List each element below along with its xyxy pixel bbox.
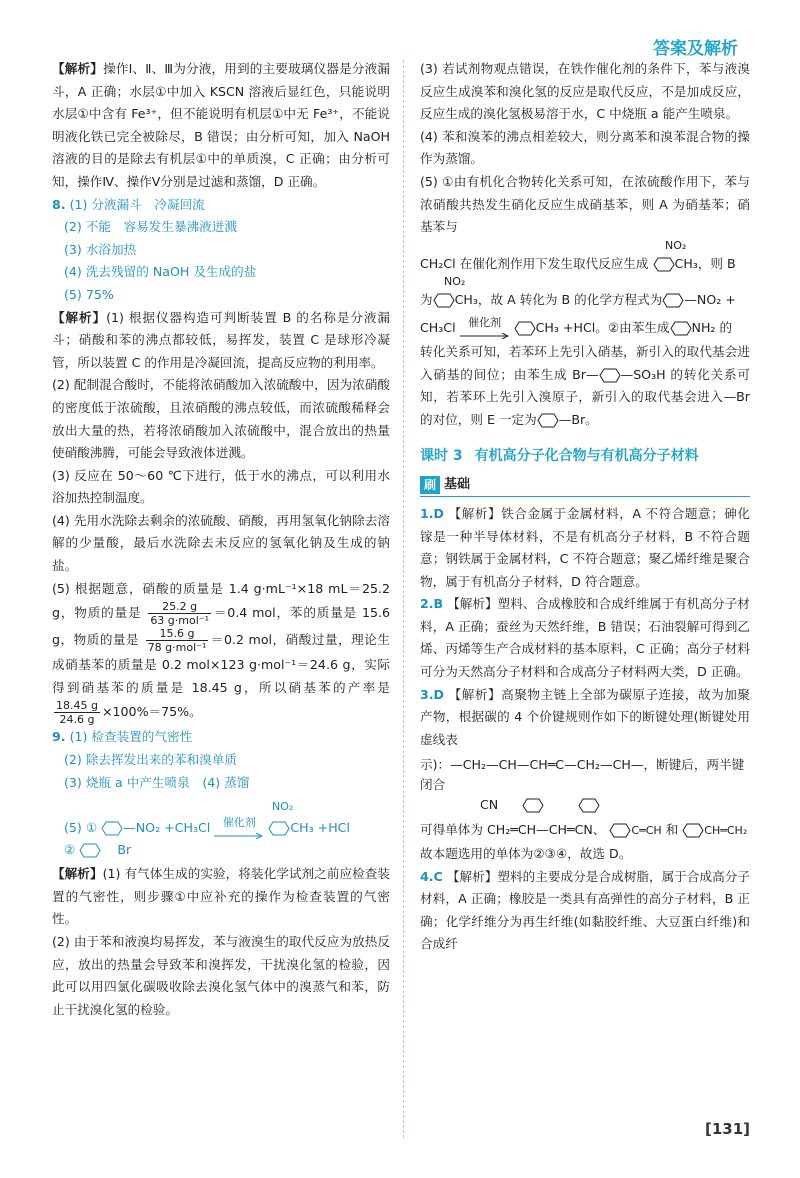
q9-expl-4: (4) 苯和溴苯的沸点相差较大，则分离苯和溴苯混合物的操作为蒸馏。 [420, 128, 750, 167]
q9-answer-1: 9. (1) 检查装置的气密性 [52, 729, 193, 745]
answer-3: 3.D 【解析】高聚物主链上全部为碳原子连接，故为加聚产物，根据碳的 4 个价键规则作如下的断键处理(断键处用虚线表 [420, 686, 750, 747]
benzene-ring-icon [514, 321, 536, 336]
benzene-ring-icon [670, 321, 692, 336]
benzene-ring-icon [433, 293, 455, 308]
q8-calc: (5) 根据题意，硝酸的质量是 1.4 g·mL⁻¹×18 mL＝25.2 g，物质的量是 $\frac{25.2 g}{\text{63 g·mol⁻¹}}$ ＝0.4 mol，苯的质量是 15.6 g，物质的量是 $\frac{15.6 g}{\text{78 g·mol⁻¹}}$ ＝0.2 mol，硝酸过量，理论生成硝基苯的质量是 0.2 mol×123 g·mol⁻¹＝24.6 g，实际得到硝基苯的质量是 18.45 g，所以硝基苯的产率是 $\frac{18.45 g}{24.6 g}$ ×100%＝75%。 [52, 580, 390, 727]
cn-group-label: CN [480, 797, 499, 813]
q9-expl-5c: 为 CH₃，故 A 转化为 B 的化学方程式为 —NO₂ + [420, 292, 736, 308]
q8-answer-5: (5) 75% [64, 286, 114, 302]
fraction-nitric-moles: $\frac{25.2 g}{\text{63 g·mol⁻¹}}$ [150, 600, 210, 628]
q8-answer-4: (4) 洗去残留的 NaOH 及生成的盐 [64, 264, 257, 280]
q8-answer-3: (3) 水浴加热 [64, 241, 137, 257]
q8-answer-1: 8. (1) 分液漏斗 冷凝回流 [52, 196, 205, 212]
q9-answer-2: (2) 除去挥发出来的苯和溴单质 [64, 752, 237, 768]
fraction-yield: $\frac{18.45 g}{24.6 g}$ [56, 699, 98, 727]
benzene-ring-icon [268, 821, 290, 836]
benzene-ring-icon [101, 821, 123, 836]
answer-3-conclusion: 故本题选用的单体为②③④，故选 D。 [420, 846, 632, 862]
benzene-ring-icon [537, 413, 559, 428]
benzene-ring-icon [609, 823, 631, 838]
q9-expl-5b: CH₂Cl 在催化剂作用下发生取代反应生成 CH₃，则 B [420, 255, 736, 271]
q9-expl-5e: 转化关系可知，若苯环上先引入硝基，新引入的取代基会进入硝基的间位；由苯生成 Br— —SO₃H 的转化关系可知，若苯环上先引入溴原子，新引入的取代基会进入—Br 的对位，则 E 一定为 —Br。 [420, 343, 750, 427]
lesson-heading: 课时 3 有机高分子化合物与有机高分子材料 [420, 448, 699, 465]
page-header-title: 答案及解析 [653, 39, 738, 59]
q9-expl-2: (2) 由于苯和液溴均易挥发，苯与液溴生的取代反应为放热反应，放出的热量会导致苯和溴挥发，干扰溴化氢的检验，因此可以用四氯化碳吸收除去溴化氢气体中的溴蒸气和苯，防止干扰溴化氢的检验。 [52, 934, 390, 1017]
benzene-ring-icon [653, 257, 675, 272]
column-divider [403, 60, 404, 1138]
answer-2: 2.B 【解析】塑料、合成橡胶和合成纤维属于有机高分子材料，A 正确；蚕丝为天然纤维，B 错误；石油裂解可得到乙烯、丙烯等生产合成材料的基本原料，C 正确；高分子材料可分为天然高分子材料和合成高分子材料两大类，D 正确。 [420, 596, 750, 680]
q8-expl-2: (2) 配制混合酸时，不能将浓硝酸加入浓硫酸中，因为浓硝酸的密度低于浓硫酸，且浓硝酸的沸点较低，而浓硫酸稀释会放出大量的热，若将浓硝酸加入浓硫酸中，混合放出的热量使硝酸沸腾，可能会导致液体迸溅。 [52, 377, 390, 461]
reaction-arrow-icon [460, 333, 510, 339]
q9-answer-3: (3) 烧瓶 a 中产生喷泉 (4) 蒸馏 [64, 774, 250, 790]
q7-explanation: 【解析】操作Ⅰ、Ⅱ、Ⅲ为分液，用到的主要玻璃仪器是分液漏斗，A 正确；水层①中加入 KSCN 溶液后显红色，只能说明水层①中含有 Fe³⁺，但不能说明有机层①中无 Fe³⁺，不能说明液化铁已完全被除尽，B 错误；由分析可知，加入 NaOH 溶液的目的是除去有机层①中的单质溴，C 正确；由分析可知，操作Ⅳ、操作Ⅴ分别是过滤和蒸馏，D 正确。 [52, 61, 390, 189]
left-column [52, 58, 390, 1021]
benzene-ring-icon [599, 368, 621, 383]
q8-expl-4: (4) 先用水洗除去剩余的浓硫酸、硝酸，再用氢氧化钠除去溶解的少量酸，最后水洗除去未反应的氢氧化钠及生成的钠盐。 [52, 512, 390, 574]
section-tag-label: 基础 [444, 476, 471, 492]
right-column [420, 58, 750, 956]
section-tag-bar [420, 474, 750, 497]
page-number: [131] [704, 1120, 750, 1138]
answer-3-monomers: 可得单体为 CH₂═CH—CH═CN、 C═CH 和 CH═CH₂ [420, 822, 748, 838]
no2-label: NO₂ [444, 275, 466, 289]
q8-expl-3: (3) 反应在 50～60 ℃下进行，低于水的沸点，可以利用水浴加热控制温度。 [52, 467, 390, 506]
fraction-benzene-moles: $\frac{15.6 g}{\text{78 g·mol⁻¹}}$ [147, 627, 207, 655]
q8-answer-2: (2) 不能 容易发生暴沸液迸溅 [64, 219, 237, 235]
benzene-ring-icon [79, 843, 101, 858]
polymer-structure: 示)：—CH₂—CH—CH═C—CH₂—CH—，断键后，两半键闭合 CN [420, 757, 745, 813]
no2-label: NO₂ [665, 238, 687, 252]
benzene-ring-icon [522, 798, 544, 813]
q9-expl-1: 【解析】(1) 有气体生成的实验，将装化学试剂之前应检查装置的气密性，则步骤①中应补充的操作为检查装置的气密性。 [52, 866, 391, 927]
q9-reaction-equation: NO₂ (5) ① —NO₂ +CH₃Cl 催化剂 CH₃ +HCl ② Br [64, 800, 350, 858]
q9-expl-3: (3) 若试剂物观点错误，在铁作催化剂的条件下，苯与液溴反应生成溴苯和溴化氢的反应是取代反应，不是加成反应，反应生成的溴化氢极易溶于水，C 中烧瓶 a 能产生喷泉。 [420, 61, 750, 122]
q9-expl-5d: CH₃Cl 催化剂 CH₃ +HCl。②由苯生成 NH₂ 的 [420, 316, 750, 341]
section-tag: 刷 [420, 476, 440, 494]
benzene-ring-icon [578, 798, 600, 813]
q8-expl-1: 【解析】(1) 根据仪器构造可判断装置 B 的名称是分液漏斗；硝酸和苯的沸点都较低，易挥发，装置 C 是球形冷凝管，所以装置 C 的作用是冷凝回流，提高反应物的利用率。 [52, 309, 390, 370]
reaction-arrow-icon [214, 833, 264, 839]
benzene-ring-icon [682, 823, 704, 838]
q9-expl-5a: (5) ①由有机化合物转化关系可知，在浓硫酸作用下，苯与浓硝酸共热发生硝化反应生成硝基苯，则 A 为硝基苯；硝基苯与 [420, 173, 750, 235]
answer-4: 4.C 【解析】塑料的主要成分是合成树脂，属于合成高分子材料，A 正确；橡胶是一类具有高弹性的高分子材料，B 正确；化学纤维分为再生纤维(如黏胶纤维、大豆蛋白纤维)和合成纤 [420, 868, 750, 952]
answer-1: 1.D 【解析】铁合金属于金属材料，A 不符合题意；砷化镓是一种半导体材料，不是有机高分子材料，B 不符合题意；钢铁属于金属材料，C 不符合题意；聚乙烯纤维是聚合物，属于有机高分子材料，D 符合题意。 [420, 505, 750, 589]
benzene-ring-icon [662, 293, 684, 308]
